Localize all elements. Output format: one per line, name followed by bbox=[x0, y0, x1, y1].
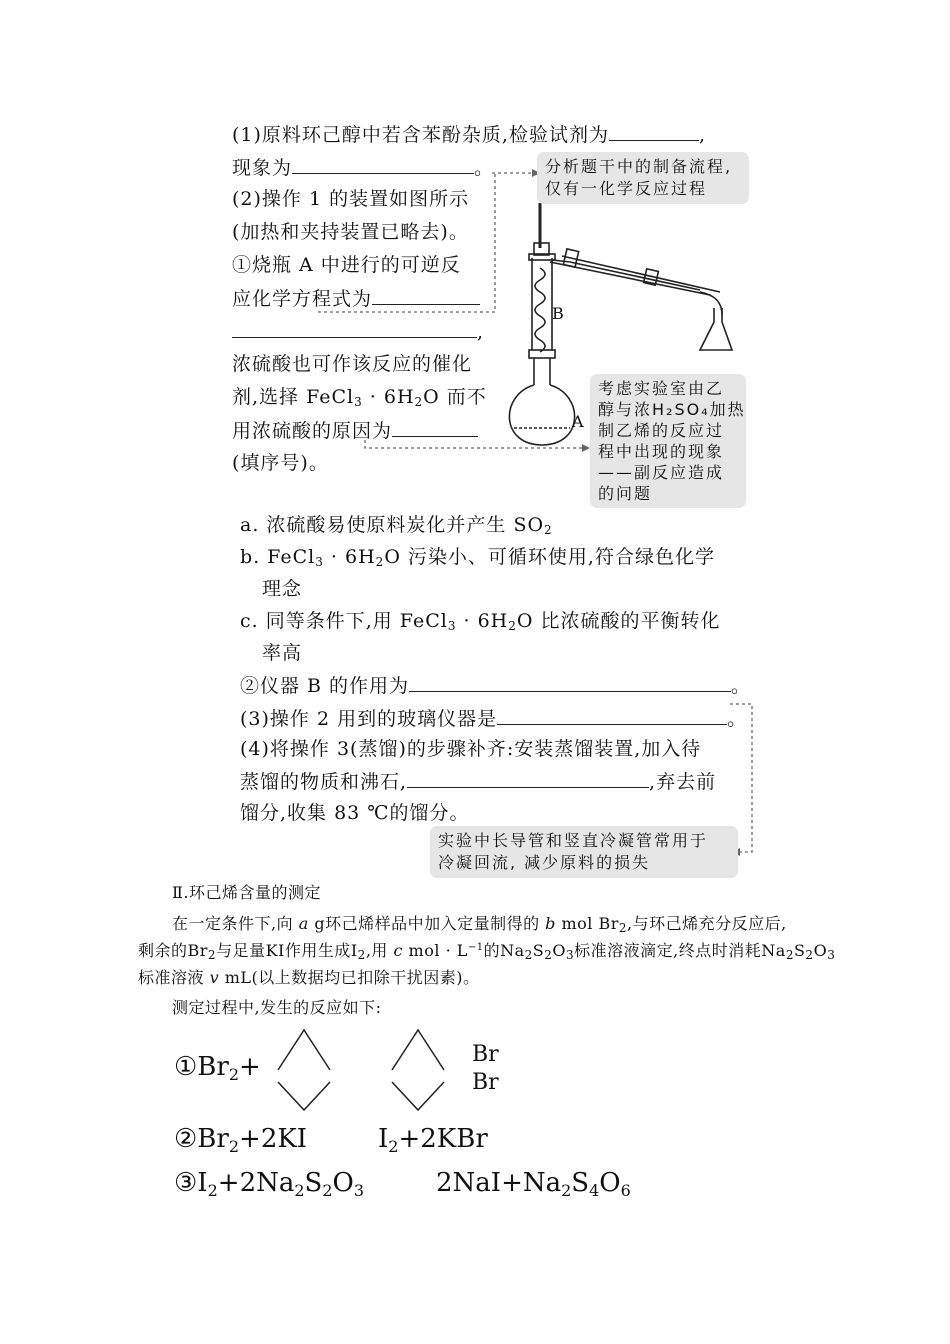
reaction-1-product-br-top: Br bbox=[472, 1042, 499, 1067]
q4-line2: 蒸馏的物质和沸石, ,弃去前 bbox=[240, 771, 717, 793]
q2-instrument-b: ②仪器 B 的作用为 。 bbox=[240, 675, 752, 697]
apparatus-label-b: B bbox=[552, 304, 565, 323]
q2-line8: 用浓硫酸的原因为 bbox=[232, 418, 478, 443]
q1-line1: (1)原料环己醇中若含苯酚杂质,检验试剂为 , bbox=[232, 124, 707, 146]
apparatus-label-a: A bbox=[572, 412, 585, 431]
section-2-para-line1: 在一定条件下,向 a g环己烯样品中加入定量制得的 b mol $Br_2$,与环己烯充分反应后, bbox=[172, 914, 787, 935]
option-c: c. 同等条件下,用 FeCl$_3$ · $6H_2O$ 比浓硫酸的平衡转化 bbox=[240, 610, 721, 633]
note-side-reaction: 考虑实验室由乙 醇与浓H₂SO₄加热 制乙烯的反应过 程中出现的现象 ——副反应造成 的问题 bbox=[590, 374, 746, 508]
q2-line9: (填序号)。 bbox=[232, 452, 329, 474]
q3-line: (3)操作 2 用到的玻璃仪器是 。 bbox=[240, 708, 748, 730]
note-preparation-process: 分析题干中的制备流程, 仅有一化学反应过程 bbox=[537, 152, 749, 204]
section-2-para-line3: 标准溶液 v mL(以上数据均已扣除干扰因素)。 bbox=[138, 968, 480, 987]
reaction-2-products: $I_2+2KBr$ bbox=[378, 1124, 488, 1156]
section-2-para-line4: 测定过程中,发生的反应如下: bbox=[172, 998, 382, 1017]
section-2-heading: Ⅱ.环己烯含量的测定 bbox=[172, 883, 321, 902]
note-reflux-condenser: 实验中长导管和竖直冷凝管常用于 冷凝回流, 减少原料的损失 bbox=[430, 826, 738, 878]
reaction-2: $②Br_2+2KI$ bbox=[174, 1124, 308, 1156]
q2-line6: 浓硫酸也可作该反应的催化 bbox=[232, 353, 473, 375]
q2-line4: 应化学方程式为 bbox=[232, 286, 480, 311]
option-a: a. 浓硫酸易使原料炭化并产生 $SO_2$ bbox=[240, 514, 553, 537]
option-b-cont: 理念 bbox=[262, 578, 303, 600]
q4-line3: 馏分,收集 83 ℃的馏分。 bbox=[240, 802, 470, 824]
q2-line7: 剂,选择 FeCl$_3$ · $6H_2O$ 而不 bbox=[232, 386, 487, 409]
q2-line1: (2)操作 1 的装置如图所示 bbox=[232, 188, 470, 210]
q2-line5: , bbox=[232, 319, 484, 344]
reaction-1-product-br-bottom: Br bbox=[472, 1070, 499, 1095]
section-2-para-line2: 剩余的$Br_2$与足量KI作用生成$I_2$,用 c mol · $L^{-1}$的$Na_2S_2O_3$标准溶液滴定,终点时消耗$Na_2S_2O_3$ bbox=[138, 941, 836, 962]
reaction-3: $③I_2+2Na_2S_2O_3$ bbox=[174, 1168, 365, 1200]
q2-line3: ①烧瓶 A 中进行的可逆反 bbox=[232, 254, 461, 276]
q2-line2: (加热和夹持装置已略去)。 bbox=[232, 221, 469, 243]
option-b: b. FeCl$_3$ · $6H_2O$ 污染小、可循环使用,符合绿色化学 bbox=[240, 546, 715, 569]
option-c-cont: 率高 bbox=[262, 642, 303, 664]
reaction-1-left: $①Br_2+$ bbox=[174, 1052, 261, 1084]
reaction-3-products: $2NaI+Na_2S_4O_6$ bbox=[436, 1168, 631, 1200]
q1-line2: 现象为 。 bbox=[232, 157, 495, 179]
q4-line1: (4)将操作 3(蒸馏)的步骤补齐:安装蒸馏装置,加入待 bbox=[240, 738, 702, 760]
